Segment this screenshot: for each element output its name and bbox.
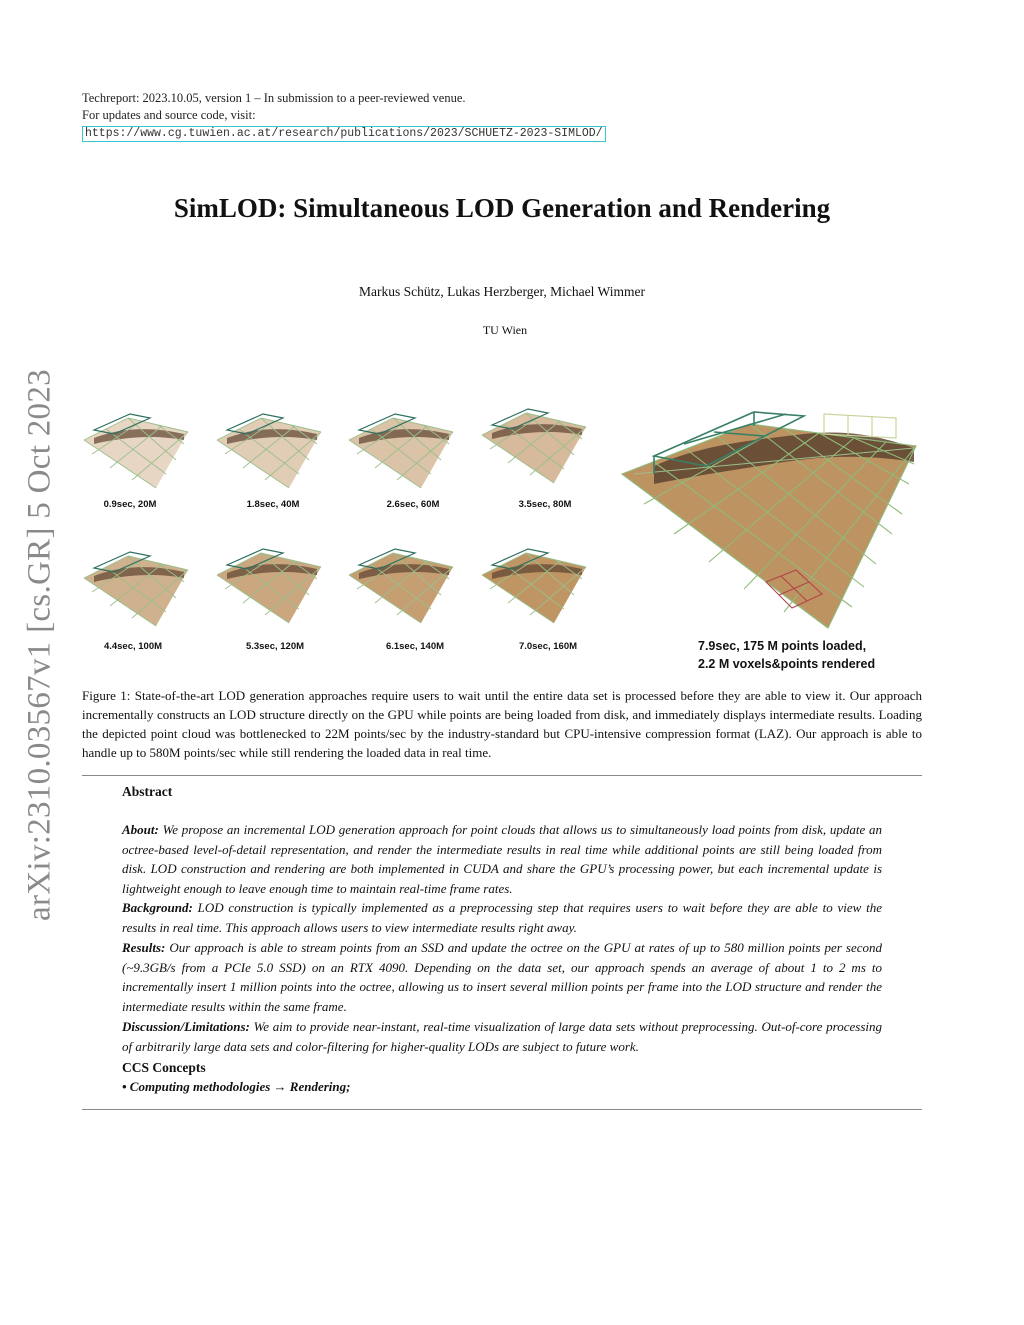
background-label: Background: [122,900,193,915]
background-text: LOD construction is typically implemented as a preprocessing step that requires users to wait before they are able to view the results in real time. This approach allows users to view intermediate results right away. [122,900,882,935]
point-cloud-thumbnail-graphic [213,410,323,492]
thumbnail-caption: 5.3sec, 120M [245,641,305,652]
ccs-item: • Computing methodologies → Rendering; [122,1079,351,1094]
point-cloud-thumbnail-graphic [478,545,588,627]
main-render-caption-line-1: 7.9sec, 175 M points loaded, [698,639,867,653]
arxiv-stamp [20,362,60,928]
thumbnail-caption: 6.1sec, 140M [385,641,445,652]
notice-line-2: For updates and source code, visit: [82,108,256,122]
figure-thumbnail-2 [213,410,323,492]
figure-thumbnail-7 [345,545,455,627]
ccs-heading: CCS Concepts [122,1060,206,1075]
affiliation: TU Wien [482,323,528,337]
thumbnail-caption: 0.9sec, 20M [103,499,157,510]
header-notice [82,90,606,142]
divider-top [82,775,922,776]
point-cloud-thumbnail-graphic [345,410,455,492]
abstract-about [122,820,882,898]
figure-thumbnail-3 [345,410,455,492]
thumbnail-caption: 7.0sec, 160M [518,641,578,652]
source-code-link[interactable]: https://www.cg.tuwien.ac.at/research/publications/2023/SCHUETZ-2023-SIMLOD/ [82,126,606,142]
abstract-results [122,938,882,1016]
notice-line-1: Techreport: 2023.10.05, version 1 – In submission to a peer-reviewed venue. [82,91,466,105]
abstract-heading: Abstract [122,784,173,799]
divider-bottom [82,1109,922,1110]
abstract-background [122,898,882,937]
paper-title: SimLOD: Simultaneous LOD Generation and Rendering [173,193,831,223]
figure-thumbnail-6 [213,545,323,627]
figure-thumbnail-4 [478,405,588,487]
abstract-discussion [122,1017,882,1056]
about-label: About: [122,822,159,837]
figure-caption: Figure 1: State-of-the-art LOD generation approaches require users to wait until the entire data set is processed before they are able to view it. Our approach incrementally constructs an LOD structure directly on the GPU while points are being loaded from disk, and immediately displays intermediate results. Loading the depicted point cloud was bottlenecked to 22M points/sec by the industry-standard but CPU-intensive compression format (LAZ). Our approach is able to handle up to 580M points/sec while still rendering the loaded data in real time. [82,688,922,760]
thumbnail-caption: 2.6sec, 60M [386,499,440,510]
results-label: Results: [122,940,166,955]
thumbnail-caption: 3.5sec, 80M [518,499,572,510]
arxiv-stamp-text: arXiv:2310.03567v1 [cs.GR] 5 Oct 2023 [21,369,58,921]
authors: Markus Schütz, Lukas Herzberger, Michael Wimmer [359,284,645,299]
point-cloud-thumbnail-graphic [80,410,190,492]
figure-thumbnail-8 [478,545,588,627]
thumbnail-caption: 1.8sec, 40M [246,499,300,510]
figure-thumbnail-5 [80,548,190,630]
figure-main-render [614,404,924,634]
point-cloud-thumbnail-graphic [80,548,190,630]
discussion-label: Discussion/Limitations: [122,1019,250,1034]
main-render-caption [698,637,875,673]
about-text: We propose an incremental LOD generation approach for point clouds that allows us to simultaneously load points from disk, update an octree-based level-of-detail representation, and render the intermediate results in real time while additional points are still being loaded from disk. LOD construction and rendering are both implemented in CUDA and share the GPU’s processing power, but each incremental update is lightweight enough to leave enough time to maintain real-time frame rates. [122,822,883,896]
thumbnail-caption: 4.4sec, 100M [103,641,163,652]
point-cloud-thumbnail-graphic [345,545,455,627]
point-cloud-thumbnail-graphic [213,545,323,627]
point-cloud-thumbnail-graphic [478,405,588,487]
figure-thumbnail-1 [80,410,190,492]
discussion-text: We aim to provide near-instant, real-time visualization of large data sets without preprocessing. Out-of-core processing of arbitrarily large data sets and color-filtering for higher-quality LODs are subject to future work. [122,1019,882,1054]
results-text: Our approach is able to stream points from an SSD and update the octree on the GPU at rates of up to 580 million points per second (~9.3GB/s from a PCIe 5.0 SSD) on an RTX 4090. Depending on the data set, our approach spends an average of about 1 to 2 ms to incrementally insert 1 million points into the octree, allowing us to insert several million points per frame into the LOD structure and render the intermediate results within the same frame. [122,940,883,1014]
main-render-caption-line-2: 2.2 M voxels&points rendered [698,657,876,671]
